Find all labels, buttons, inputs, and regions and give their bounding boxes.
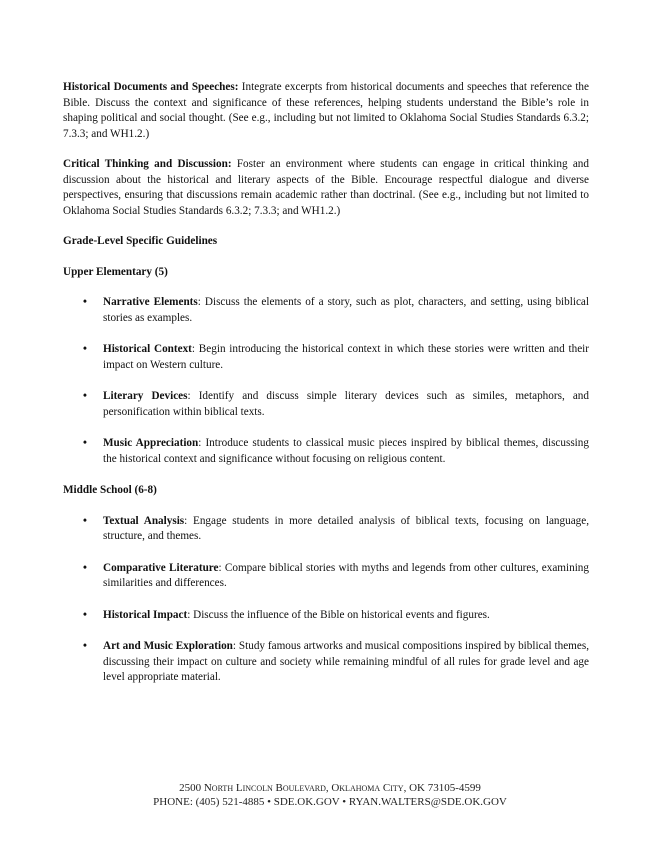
bullet-icon: •	[83, 390, 87, 402]
list-item	[63, 639, 589, 686]
item-text: : Engage students in more detailed analysis of biblical texts, focusing on language, structure, and themes.	[103, 514, 590, 542]
list-item	[63, 436, 589, 467]
middle-school-list	[63, 514, 589, 686]
bullet-icon: •	[83, 640, 87, 652]
bullet-icon: •	[83, 514, 87, 527]
upper-elementary-list	[63, 295, 589, 467]
list-item	[63, 389, 589, 420]
guidelines-heading: Grade-Level Specific Guidelines	[63, 235, 218, 247]
bullet-icon: •	[83, 343, 87, 355]
upper-elementary-heading: Upper Elementary (5)	[63, 265, 168, 278]
item-term: Narrative Elements	[103, 296, 198, 308]
paragraph-title: Historical Documents and Speeches:	[63, 81, 239, 93]
list-item	[63, 561, 589, 592]
critical-thinking-paragraph	[63, 157, 589, 219]
bullet-icon: •	[83, 608, 87, 621]
footer-separator: •	[342, 796, 347, 808]
bullet-icon: •	[83, 296, 87, 308]
page-footer	[0, 781, 660, 809]
item-text: : Introduce students to classical music pieces inspired by biblical themes, discussing the historical context and significance without focusing on religious content.	[103, 437, 589, 465]
item-term: Textual Analysis	[103, 514, 185, 527]
list-item	[63, 295, 589, 326]
footer-separator: •	[267, 796, 271, 808]
historical-documents-paragraph	[63, 80, 589, 142]
footer-phone: PHONE: (405) 521-4885	[153, 796, 265, 808]
footer-email-link[interactable]: RYAN.WALTERS@SDE.OK.GOV	[348, 796, 507, 808]
paragraph-text: Foster an environment where students can engage in critical thinking and discussion about the historical and literary aspects of the Bible. Encourage respectful dialogue and diverse perspectives, ensuring that discussions remain academic rather than doctrinal. (See e.g., including but not limited to Oklahoma Social Studies Standards 6.3.2; 7.3.3; and WH1.2.)	[63, 158, 589, 217]
item-term: Historical Impact	[103, 608, 188, 621]
list-item	[63, 342, 589, 373]
item-text: : Begin introducing the historical context in which these stories were written and their impact on Western culture.	[103, 343, 589, 371]
footer-contact	[0, 795, 660, 809]
item-text: : Discuss the influence of the Bible on historical events and figures.	[187, 608, 490, 621]
item-text: : Study famous artworks and musical compositions inspired by biblical themes, discussing their impact on culture and society while remaining mindful of all rules for grade level and age level appropriate material.	[103, 640, 589, 683]
paragraph-title: Critical Thinking and Discussion:	[63, 158, 232, 170]
list-item	[63, 514, 589, 545]
bullet-icon: •	[83, 561, 87, 574]
paragraph-text: Integrate excerpts from historical documents and speeches that reference the Bible. Discuss the context and significance of these references, helping students understand the Bible’s role in shaping political and social thought. (See e.g., including but not limited to Oklahoma Social Studies Standards 6.3.2; 7.3.3; and WH1.2.)	[63, 81, 589, 140]
document-body	[63, 80, 589, 702]
item-term: Art and Music Exploration	[103, 640, 233, 652]
footer-website-link[interactable]: SDE.OK.GOV	[273, 796, 340, 808]
item-term: Historical Context	[103, 343, 192, 355]
item-term: Literary Devices	[103, 390, 188, 402]
list-item	[63, 608, 589, 624]
footer-address: 2500 North Lincoln Boulevard, Oklahoma City, OK 73105-4599	[179, 782, 481, 794]
middle-school-heading: Middle School (6-8)	[63, 484, 157, 496]
item-term: Music Appreciation	[103, 437, 199, 449]
item-text: : Identify and discuss simple literary devices such as similes, metaphors, and personification within biblical texts.	[103, 390, 589, 418]
bullet-icon: •	[83, 437, 87, 449]
item-text: : Compare biblical stories with myths and legends from other cultures, examining similarities and differences.	[103, 561, 589, 589]
item-term: Comparative Literature	[103, 561, 219, 574]
item-text: : Discuss the elements of a story, such as plot, characters, and setting, using biblical stories as examples.	[103, 296, 589, 324]
